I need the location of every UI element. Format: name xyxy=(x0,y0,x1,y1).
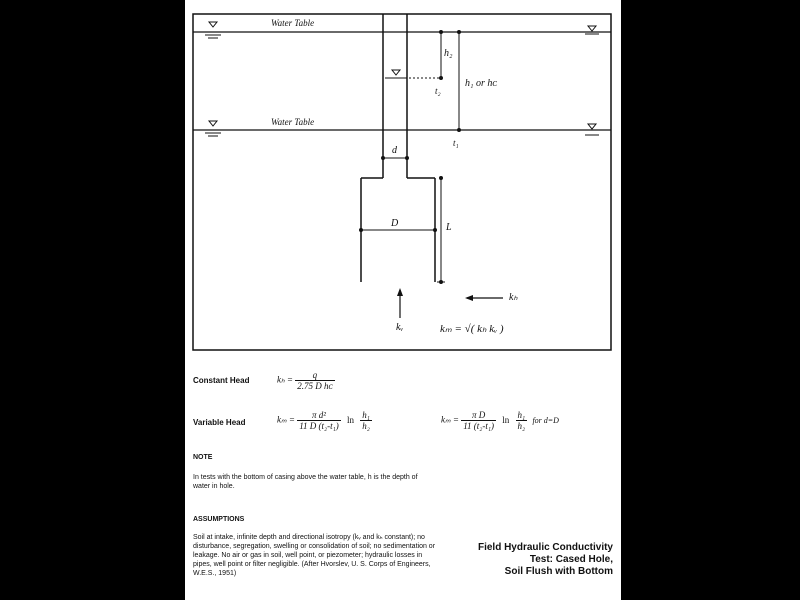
d-label: d xyxy=(392,145,397,156)
constant-head-formula xyxy=(277,370,335,391)
constant-head-lhs: kₕ = xyxy=(277,374,293,385)
water-table-label-mid: Water Table xyxy=(271,117,315,127)
variable-head-numerator: π d² xyxy=(297,410,341,421)
cased-hole-diagram xyxy=(185,0,621,360)
variable-head-formula xyxy=(277,410,372,431)
h1-dimension xyxy=(457,30,461,132)
alt-lhs: kₘ = xyxy=(441,414,459,425)
figure-title-line2: Test: Cased Hole, xyxy=(529,554,613,565)
t2-label: t₂ xyxy=(435,86,441,96)
alt-ratio xyxy=(516,410,528,431)
alt-numerator: π D xyxy=(461,410,496,421)
kv-label: kᵥ xyxy=(396,322,404,333)
alt-ratio-denominator: h₂ xyxy=(517,421,526,431)
alt-ratio-numerator: h₁ xyxy=(517,410,526,420)
water-table-symbol-top-left xyxy=(205,22,221,38)
alt-denominator: 11 (t₂-t₁) xyxy=(463,421,495,431)
variable-head-ratio xyxy=(360,410,372,431)
constant-head-denominator: 2.75 D hᴄ xyxy=(297,381,333,391)
figure-title xyxy=(478,542,613,578)
alt-condition: for d=D xyxy=(532,415,559,425)
diagram-sheet xyxy=(185,0,621,600)
variable-head-ratio-numerator: h₁ xyxy=(362,410,370,420)
kh-arrow xyxy=(465,295,503,301)
L-dimension xyxy=(437,176,445,284)
kh-label: kₕ xyxy=(509,292,518,303)
figure-title-line3: Soil Flush with Bottom xyxy=(504,566,613,577)
variable-head-denominator: 11 D (t₂-t₁) xyxy=(299,421,339,431)
water-table-symbol-top-right xyxy=(585,26,599,34)
note-text: In tests with the bottom of casing above the water table, h is the depth of water in hole. xyxy=(193,474,418,490)
alt-fraction xyxy=(461,410,496,431)
km-formula: kₘ = √( kₕ kᵥ ) xyxy=(440,323,504,335)
constant-head-numerator: q xyxy=(295,370,334,381)
note-heading: NOTE xyxy=(193,454,213,461)
kv-arrow xyxy=(397,288,403,318)
water-table-label-top: Water Table xyxy=(271,18,315,28)
diagram-frame xyxy=(193,14,611,350)
d-dimension xyxy=(381,156,409,160)
alt-formula xyxy=(441,410,559,431)
figure-title-line1: Field Hydraulic Conductivity xyxy=(477,542,613,553)
L-label: L xyxy=(446,222,452,233)
assumptions-heading: ASSUMPTIONS xyxy=(193,516,245,523)
h1-or-hc-label: h₁ or hᴄ xyxy=(465,78,497,89)
water-table-symbol-mid-left xyxy=(205,121,221,136)
variable-head-fraction xyxy=(297,410,341,431)
h2-label: h₂ xyxy=(444,48,453,59)
alt-ln: ln xyxy=(502,414,510,425)
t1-label: t₁ xyxy=(453,138,459,148)
D-label: D xyxy=(391,218,399,229)
h2-dimension xyxy=(439,30,443,80)
variable-head-label: Variable Head xyxy=(193,418,246,427)
assumptions-text: Soil at intake, infinite depth and directional isotropy (kᵥ and kₕ constant); no disturbance, segregation, swelling or consolidation of soil; no sedimentation or leakage. No air or gas in soil, well point, or piezometer; hydraulic losses in pipes, well point or filter negligible. (After Hvorslev, U. S. Corps of Engineers, W.E.S., 1951) xyxy=(193,534,436,577)
variable-head-ratio-denominator: h₂ xyxy=(362,421,370,431)
constant-head-fraction xyxy=(295,370,334,391)
water-level-t2 xyxy=(385,70,441,78)
casing-pipe xyxy=(361,14,435,282)
variable-head-lhs: kₘ = xyxy=(277,414,295,425)
constant-head-label: Constant Head xyxy=(193,376,250,385)
variable-head-ln: ln xyxy=(347,414,355,425)
